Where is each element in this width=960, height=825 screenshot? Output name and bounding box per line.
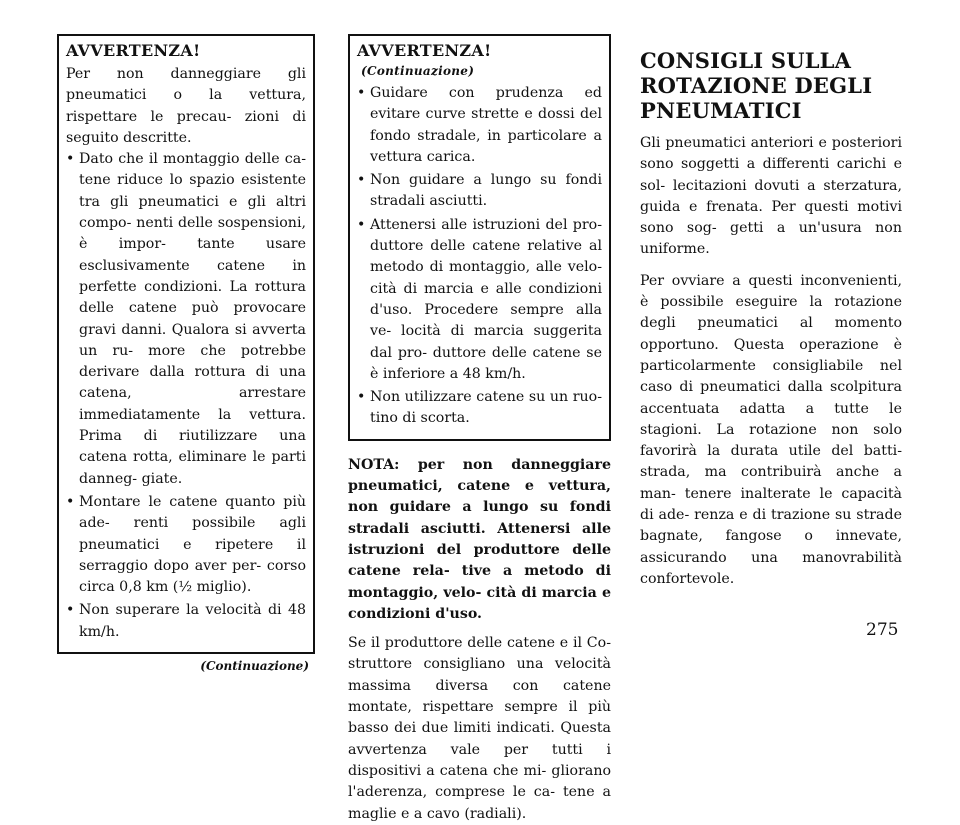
warning-bullet: • Montare le catene quanto più ade- renti possibile agli pneumatici e ripetere il serraggio dopo aver per- corso circa 0,8 km (½ miglio).	[66, 492, 306, 598]
middle-column	[348, 34, 611, 825]
chains-speed-paragraph: Se il produttore delle catene e il Co- struttore consigliano una velocità massima diversa con catene montate, rispettare sempre il più basso dei due limiti indicati. Questa avvertenza vale per tutti i dispositivi a catena che mi- gliorano l'aderenza, comprese le ca- tene a maglie e a cavo (radiali).	[348, 635, 611, 822]
warning-bullet: • Non guidare a lungo su fondi stradali asciutti.	[357, 170, 602, 213]
continuation-label-inline: (Continuazione)	[361, 64, 475, 78]
warning-title-text: AVVERTENZA!	[357, 41, 492, 60]
warning-bullet: • Dato che il montaggio delle ca- tene riduce lo spazio esistente tra gli pneumatici e gli altri compo- nenti delle sospensioni, è impor- tante usare esclusivamente catene in perfette condizioni. La rottura delle catene può provocare gravi danni. Qualora si avverta un ru- more che potrebbe derivare dalla rottura di una catena, arrestare immediatamente la vettura. Prima di riutilizzare una catena rotta, eliminare le parti danneg- giate.	[66, 149, 306, 490]
warning-bullet-list	[357, 83, 602, 430]
warning-bullet: • Attenersi alle istruzioni del pro- duttore delle catene relative al metodo di montaggio, alle velo- cità di marcia e alle condizioni d'uso. Procedere sempre alla ve- locità di marcia suggerita dal pro- duttore delle catene se è inferiore a 48 km/h.	[357, 215, 602, 385]
warning-bullet: • Non utilizzare catene su un ruo- tino di scorta.	[357, 387, 602, 430]
warning-bullet: • Guidare con prudenza ed evitare curve strette e dossi del fondo stradale, in particolare a vettura carica.	[357, 83, 602, 168]
warning-bullet: • Non superare la velocità di 48 km/h.	[66, 600, 306, 643]
warning-intro: Per non danneggiare gli pneumatici o la vettura, rispettare le precau- zioni di seguito descritte.	[66, 66, 306, 146]
continuation-label: (Continuazione)	[200, 659, 309, 674]
right-column	[640, 34, 902, 590]
note-paragraph: NOTA: per non danneggiare pneumatici, catene e vettura, non guidare a lungo su fondi stradali asciutti. Attenersi alle istruzioni del produttore delle catene rela- tive a metodo di montaggio, velo- cità di marcia e condizioni d'uso.	[348, 456, 611, 622]
rotation-paragraph-1: Gli pneumatici anteriori e posteriori sono soggetti a differenti carichi e sol- lecitazioni dovuti a sterzatura, guida e frenata. Per questi motivi sono sog- getti a un'usura non uniforme.	[640, 135, 902, 258]
warning-bullet-list	[66, 149, 306, 643]
warning-box-right	[348, 34, 611, 441]
rotation-paragraph-2: Per ovviare a questi inconvenienti, è possibile eseguire la rotazione degli pneumatici al momento opportuno. Questa operazione è particolarmente consigliabile nel caso di pneumatici dalla scolpitura accentuata adatta a tutte le stagioni. La rotazione non solo favorirà la durata utile del batti- strada, ma contribuirà anche a man- tenere inalterate le capacità di ade- renza e di trazione su strade bagnate, fangose o innevate, assicurando una manovrabilità confortevole.	[640, 272, 902, 587]
warning-title: AVVERTENZA!	[66, 41, 201, 60]
warning-title-continued	[357, 41, 602, 79]
section-heading: CONSIGLI SULLA ROTAZIONE DEGLI PNEUMATICI	[640, 48, 873, 123]
page-number: 275	[866, 620, 899, 640]
warning-box-left	[57, 34, 315, 654]
left-column	[57, 34, 315, 673]
